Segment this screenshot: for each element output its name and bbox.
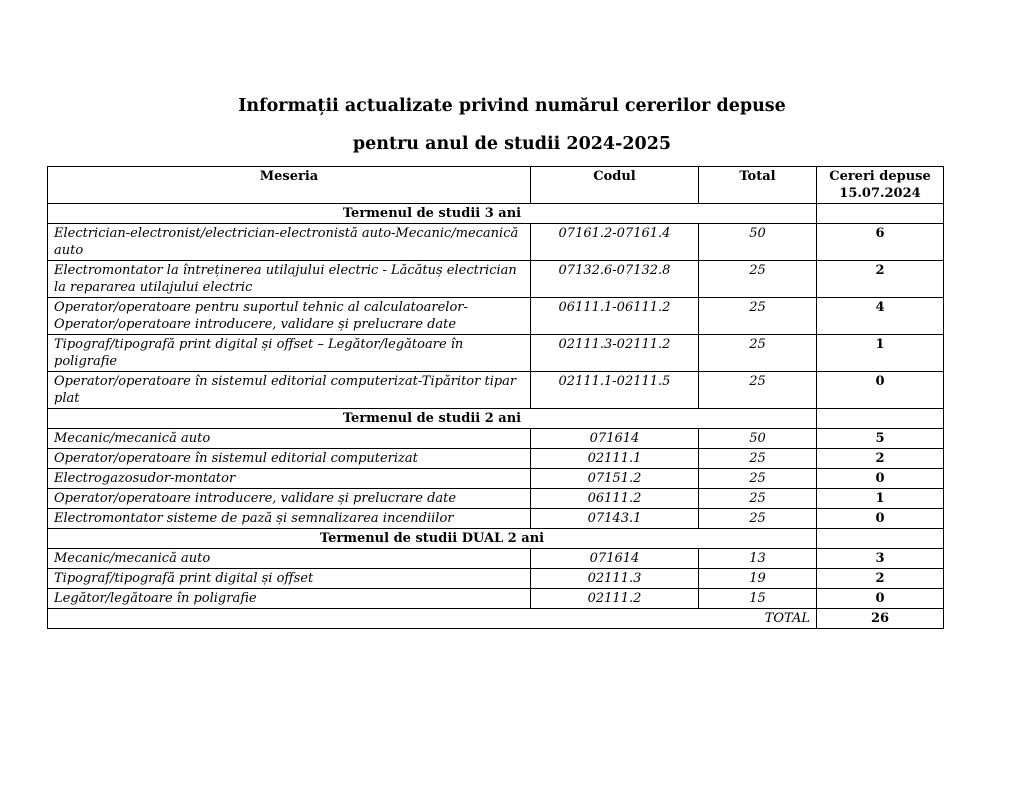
- requests-cell: 2: [817, 449, 944, 469]
- document-title-line-2: pentru anul de studii 2024-2025: [352, 134, 672, 154]
- section-title: Termenul de studii DUAL 2 ani: [48, 529, 817, 549]
- meseria-cell: Operator/operatoare în sistemul editorial computerizat-Tipăritor tipar plat: [48, 372, 531, 409]
- header-codul: Codul: [531, 167, 699, 204]
- codul-cell: 02111.1: [531, 449, 699, 469]
- requests-cell: 0: [817, 509, 944, 529]
- document-title-line-1: Informații actualizate privind numărul cererilor depuse: [238, 96, 786, 116]
- total-value: 26: [817, 609, 944, 629]
- table-row: [48, 449, 944, 469]
- requests-cell: 6: [817, 224, 944, 261]
- codul-cell: 06111.2: [531, 489, 699, 509]
- meseria-cell: Electrogazosudor-montator: [48, 469, 531, 489]
- codul-cell: 071614: [531, 549, 699, 569]
- table-row: [48, 469, 944, 489]
- meseria-cell: Mecanic/mecanică auto: [48, 429, 531, 449]
- section-row: [48, 204, 944, 224]
- requests-cell: 5: [817, 429, 944, 449]
- meseria-cell: Electromontator la întreținerea utilajului electric - Lăcătuș electrician la repararea utilajului electric: [48, 261, 531, 298]
- table-header: [48, 167, 944, 204]
- requests-cell: 0: [817, 469, 944, 489]
- total-cell: 19: [699, 569, 817, 589]
- requests-table: [47, 166, 944, 629]
- requests-cell: 3: [817, 549, 944, 569]
- codul-cell: 07161.2-07161.4: [531, 224, 699, 261]
- total-cell: 13: [699, 549, 817, 569]
- section-empty-cell: [817, 409, 944, 429]
- requests-cell: 0: [817, 589, 944, 609]
- meseria-cell: Tipograf/tipografă print digital și offset – Legător/legătoare în poligrafie: [48, 335, 531, 372]
- table-body: [48, 204, 944, 629]
- codul-cell: 02111.1-02111.5: [531, 372, 699, 409]
- table-row: [48, 489, 944, 509]
- table-row: [48, 549, 944, 569]
- table-row: [48, 569, 944, 589]
- table-row: [48, 335, 944, 372]
- total-cell: 15: [699, 589, 817, 609]
- table-row: [48, 429, 944, 449]
- header-cereri-label: Cereri depuse: [829, 169, 931, 184]
- requests-cell: 2: [817, 261, 944, 298]
- meseria-cell: Operator/operatoare introducere, validare și prelucrare date: [48, 489, 531, 509]
- meseria-cell: Operator/operatoare pentru suportul tehnic al calculatoarelor-Operator/operatoare introducere, validare și prelucrare date: [48, 298, 531, 335]
- section-empty-cell: [817, 204, 944, 224]
- total-cell: 25: [699, 509, 817, 529]
- total-cell: 25: [699, 449, 817, 469]
- codul-cell: 02111.2: [531, 589, 699, 609]
- table-row: [48, 589, 944, 609]
- requests-cell: 2: [817, 569, 944, 589]
- total-cell: 25: [699, 261, 817, 298]
- meseria-cell: Operator/operatoare în sistemul editorial computerizat: [48, 449, 531, 469]
- section-title: Termenul de studii 2 ani: [48, 409, 817, 429]
- total-cell: 25: [699, 489, 817, 509]
- total-cell: 25: [699, 469, 817, 489]
- header-meseria: Meseria: [48, 167, 531, 204]
- codul-cell: 071614: [531, 429, 699, 449]
- header-total: Total: [699, 167, 817, 204]
- codul-cell: 06111.1-06111.2: [531, 298, 699, 335]
- table-row: [48, 298, 944, 335]
- codul-cell: 02111.3: [531, 569, 699, 589]
- section-row: [48, 409, 944, 429]
- requests-cell: 0: [817, 372, 944, 409]
- table-row: [48, 261, 944, 298]
- meseria-cell: Tipograf/tipografă print digital și offset: [48, 569, 531, 589]
- requests-cell: 1: [817, 335, 944, 372]
- requests-cell: 4: [817, 298, 944, 335]
- codul-cell: 07132.6-07132.8: [531, 261, 699, 298]
- section-empty-cell: [817, 529, 944, 549]
- codul-cell: 07143.1: [531, 509, 699, 529]
- header-cereri: [817, 167, 944, 204]
- table-row: [48, 224, 944, 261]
- total-cell: 25: [699, 335, 817, 372]
- table-row: [48, 509, 944, 529]
- meseria-cell: Electrician-electronist/electrician-electronistă auto-Mecanic/mecanică auto: [48, 224, 531, 261]
- requests-cell: 1: [817, 489, 944, 509]
- total-cell: 50: [699, 429, 817, 449]
- total-label: TOTAL: [48, 609, 817, 629]
- codul-cell: 07151.2: [531, 469, 699, 489]
- section-row: [48, 529, 944, 549]
- total-row: [48, 609, 944, 629]
- total-cell: 25: [699, 298, 817, 335]
- total-cell: 25: [699, 372, 817, 409]
- meseria-cell: Legător/legătoare în poligrafie: [48, 589, 531, 609]
- section-title: Termenul de studii 3 ani: [48, 204, 817, 224]
- table-row: [48, 372, 944, 409]
- meseria-cell: Electromontator sisteme de pază și semnalizarea incendiilor: [48, 509, 531, 529]
- codul-cell: 02111.3-02111.2: [531, 335, 699, 372]
- header-cereri-date: 15.07.2024: [839, 186, 921, 201]
- total-cell: 50: [699, 224, 817, 261]
- meseria-cell: Mecanic/mecanică auto: [48, 549, 531, 569]
